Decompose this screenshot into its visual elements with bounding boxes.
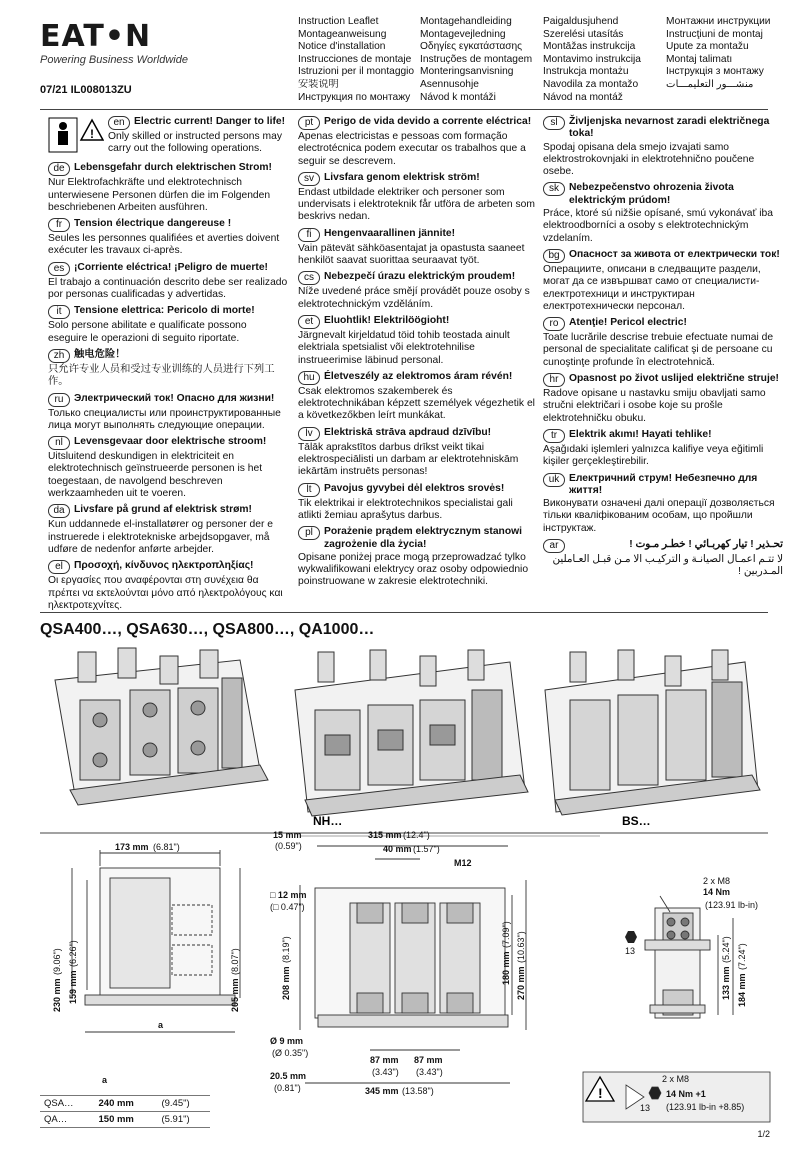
- svg-text:(3.43"): (3.43"): [372, 1067, 399, 1077]
- svg-text:(Ø 0.35"): (Ø 0.35"): [272, 1048, 309, 1058]
- dimension-drawing-qsa: [72, 850, 240, 1032]
- warning-heading: Elektrik akımı! Hayati tehlike!: [569, 428, 712, 440]
- svg-text:(7.24"): (7.24"): [737, 943, 747, 970]
- language-badge: da: [48, 504, 70, 518]
- page-number: 1/2: [757, 1129, 770, 1139]
- dim-m12: M12: [454, 858, 472, 868]
- svg-text:(123.91 lb-in +8.85): (123.91 lb-in +8.85): [666, 1102, 745, 1112]
- language-badge: tr: [543, 429, 565, 443]
- warning-heading: Elektriskā strāva apdraud dzīvību!: [324, 426, 492, 438]
- dim-173: 173 mm: [115, 842, 149, 852]
- title-item: Montavimo instrukcija: [543, 53, 641, 65]
- svg-text:(5.24"): (5.24"): [721, 936, 731, 963]
- bs-m8: 2 x M8: [703, 876, 731, 886]
- language-badge: de: [48, 162, 70, 176]
- warning-text: Kun uddannede el-installatører og personer der e instruerede i elektrotekniske arbejdsopgaver, må udføre de nedenfor anførte arbejder.: [48, 519, 273, 555]
- warning-heading: Livsfara genom elektrisk ström!: [324, 171, 480, 183]
- dimension-table: [40, 1095, 210, 1128]
- svg-text:(6.26"): (6.26"): [68, 940, 78, 967]
- dim-87a: 87 mm: [370, 1055, 399, 1065]
- warning-heading: Eluohtlik! Elektrilöögioht!: [324, 314, 450, 326]
- svg-text:!: !: [598, 1085, 603, 1101]
- title-item: Instrucciones de montaje: [298, 53, 412, 65]
- title-item: منشـــور التعليمـــات: [666, 78, 754, 90]
- warning-heading: 触电危险！: [74, 348, 126, 360]
- dim-159: 159 mm: [68, 970, 78, 1004]
- dim-205: 205 mm: [230, 978, 240, 1012]
- language-badge: zh: [48, 349, 70, 363]
- title-item: Paigaldusjuhend: [543, 16, 619, 27]
- svg-text:(0.59"): (0.59"): [275, 841, 302, 851]
- title-item: Montagehandleiding: [420, 16, 512, 27]
- dim-d9: Ø 9 mm: [270, 1036, 304, 1046]
- warning-heading: Atenţie! Pericol electric!: [569, 317, 687, 329]
- title-item: Upute za montažu: [666, 41, 749, 53]
- dim-315: 315 mm: [368, 830, 402, 840]
- dim-184: 184 mm: [737, 973, 747, 1007]
- language-badge: ru: [48, 393, 70, 407]
- warning-text: El trabajo a continuación descrito debe ser realizado por personas cualificadas y advertidas.: [48, 276, 288, 301]
- svg-text:(123.91 lb-in): (123.91 lb-in): [705, 900, 759, 910]
- title-item: Montagevejledning: [420, 28, 506, 40]
- warning-text: Radove opisane u nastavku smiju obavljati samo stručni električari i osobe koje su prošle elektrotehničku obuku.: [543, 388, 766, 424]
- svg-text:(12.4"): (12.4"): [403, 830, 430, 840]
- warning-heading: Hengenvaarallinen jännite!: [324, 227, 456, 239]
- warning-text: Apenas electricistas e pessoas com formação electrotécnica podem executar os trabalhos que a seguir se descrevem.: [298, 131, 526, 167]
- warning-heading: Levensgevaar door elektrische stroom!: [74, 436, 267, 448]
- dim-40: 40 mm: [383, 844, 412, 854]
- dimension-drawing-nh: [300, 846, 526, 1083]
- svg-text:(8.19"): (8.19"): [281, 936, 291, 963]
- svg-text:(3.43"): (3.43"): [416, 1067, 443, 1077]
- product-illustration-bs: [545, 650, 760, 815]
- dim-230: 230 mm: [52, 978, 62, 1012]
- dim-133: 133 mm: [721, 966, 731, 1000]
- language-badge: hr: [543, 373, 565, 387]
- warning-text: Níže uvedené práce smějí provádět pouze osoby s elektrotechnickým vzděláním.: [298, 286, 530, 310]
- language-badge: lt: [298, 483, 320, 497]
- warning-text: Spodaj opisana dela smejo izvajati samo elektrostrokovnjaki in elektrotehnično poučene osebe.: [543, 141, 755, 178]
- warning-text: Práce, ktoré sú nižšie opísané, smú vykonávať iba elektroodborníci a osoby s elektrotechnickým vzdelaním.: [543, 208, 773, 244]
- language-badge: nl: [48, 436, 70, 450]
- title-item: Instrucţiuni de montaj: [666, 28, 763, 40]
- warning-text: Οι εργασίες που αναφέρονται στη συνέχεια θα πρέπει να εκτελούνται μόνο από ηλεκτρολόγους και ηλεκτροτεχνίτες.: [48, 575, 283, 611]
- title-item: 安装说明: [298, 78, 339, 90]
- warning-text: 只允许专业人员和受过专业训练的人员进行下列工作。: [48, 363, 275, 388]
- svg-text:(7.09"): (7.09"): [501, 921, 511, 948]
- warning-text: Csak elektromos szakemberek és elektrotechnikában képzett személyek végezhetik el a következőkben leírt munkákat.: [298, 385, 535, 422]
- language-badge: pt: [298, 116, 320, 130]
- language-badge: fr: [48, 218, 70, 232]
- dim-20-5: 20.5 mm: [270, 1071, 307, 1081]
- bs-torque: 14 Nm: [703, 887, 731, 897]
- warning-text: Opisane poniżej prace mogą przeprowadzać tylko wykwalifikowani elektrycy oraz osoby odpowiednio poinstruowane w zakresie elektrotechniki.: [298, 551, 529, 588]
- warning-heading: Lebensgefahr durch elektrischen Strom!: [74, 162, 272, 174]
- warning-text: Toate lucrările descrise trebuie efectuate numai de personal de specialitate calificat şi de persoane cu cunoştinţe profunde în electrotehnică.: [543, 332, 774, 368]
- product-illustration-qsa: [55, 648, 268, 805]
- warning-heading: Nebezpečenstvo ohrozenia života elektrickým prúdom!: [569, 182, 734, 206]
- title-item: Οδηγίες εγκατάστασης: [420, 41, 523, 53]
- warning-text: Операциите, описани в следващите раздели, могат да се извършват само от специалисти-електротехници и инструктиран електротехнически персонал.: [543, 263, 761, 312]
- table-key: a: [102, 1075, 108, 1085]
- warning-text: Only skilled or instructed persons may carry out the following operations.: [108, 131, 282, 155]
- warning-heading: تحـذير ! تيار كهربـائي ! خطـر مـوت !: [629, 539, 783, 551]
- title-item: Montageanweisung: [298, 28, 387, 40]
- language-badge: hu: [298, 371, 320, 385]
- dim-345: 345 mm: [365, 1086, 399, 1096]
- language-badge: bg: [543, 249, 565, 263]
- dim-270: 270 mm: [516, 966, 526, 1000]
- language-badge: es: [48, 262, 70, 276]
- svg-text:(8.07"): (8.07"): [230, 948, 240, 975]
- language-badge: et: [298, 315, 320, 329]
- hex-nut-icon: [625, 931, 637, 943]
- language-badge: ro: [543, 317, 565, 331]
- dim-87b: 87 mm: [414, 1055, 443, 1065]
- title-item: Monteringsanvisning: [420, 66, 514, 78]
- dim-a: a: [158, 1020, 164, 1030]
- warning-heading: Електричний струм! Небезпечно для життя!: [569, 472, 758, 496]
- bs-heading: BS…: [622, 814, 651, 828]
- svg-text:(□ 0.47"): (□ 0.47"): [270, 902, 305, 912]
- warning-heading: Tension électrique dangereuse !: [74, 218, 232, 230]
- warning-text: لا تتـم اعمـال الصيانـة و التركيـب الا مـن قبـل العـاملين المـدربين !: [552, 554, 783, 578]
- warning-heading: Porażenie prądem elektrycznym stanowi zagrożenie dla życia!: [324, 526, 523, 550]
- warning-heading: Προσοχή, κίνδυνος ηλεκτροπληξίας!: [74, 560, 254, 572]
- dim-180: 180 mm: [501, 951, 511, 985]
- warning-heading: Tensione elettrica: Pericolo di morte!: [74, 305, 255, 317]
- warning-heading: Életveszély az elektromos áram révén!: [324, 370, 513, 382]
- warning-text: Nur Elektrofachkräfte und elektrotechnisch unterwiesene Personen dürfen die im Folgenden beschriebenen Arbeiten ausführen.: [48, 177, 271, 213]
- warning-heading: Electric current! Danger to life!: [134, 116, 286, 127]
- warning-heading: ¡Corriente eléctrica! ¡Peligro de muerte!: [74, 261, 268, 273]
- language-badge: sk: [543, 182, 565, 196]
- svg-text:!: !: [90, 127, 94, 141]
- language-badge: fi: [298, 228, 320, 242]
- svg-text:(10.63"): (10.63"): [516, 931, 526, 963]
- title-item: Instrukcja montażu: [543, 66, 629, 78]
- title-item: Asennusohje: [420, 78, 479, 90]
- title-item: Instruções de montagem: [420, 53, 533, 65]
- brand-tagline: Powering Business Worldwide: [40, 54, 188, 66]
- warning-text: Tālāk aprakstītos darbus drīkst veikt tikai elektrospeciālisti un darbam ar elektrotehniskām iekārtām instruēts personas!: [298, 441, 519, 478]
- title-item: Notice d'installation: [298, 41, 386, 53]
- warning-text: Виконувати означені далі операції дозволяється тільки кваліфікованим особам, що пройшли інструктаж.: [543, 498, 775, 534]
- warning-heading: Pavojus gyvybei dėl elektros srovės!: [324, 482, 505, 494]
- warning-heading: Življenjska nevarnost zaradi električnega toka!: [569, 116, 770, 140]
- language-badge: uk: [543, 473, 565, 487]
- warning-text: Только специалисты или проинструктированные лица могут выполнять следующие операции.: [48, 407, 281, 431]
- title-item: Szerelési utasítás: [543, 28, 624, 40]
- warning-text: Vain pätevät sähköasentajat ja opastusta saaneet henkilöt saavat suorittaa seuraavat työt.: [298, 242, 525, 267]
- title-item: Монтажни инструкции: [666, 16, 771, 27]
- title-item: Інструкція з монтажу: [666, 66, 764, 78]
- title-item: Istruzioni per il montaggio: [298, 66, 415, 78]
- title-item: Montaj talimatı: [666, 53, 733, 65]
- title-item: Инструкция по монтажу: [298, 91, 411, 103]
- title-item: Návod k montáži: [420, 91, 496, 103]
- warning-text: Endast utbildade elektriker och personer som undervisats i elektroteknik får utföra de arbeten som beskrivs nedan.: [298, 186, 535, 223]
- title-item: Navodila za montažo: [543, 78, 639, 90]
- warning-heading: Nebezpečí úrazu elektrickým proudem!: [324, 271, 516, 283]
- title-item: Návod na montáž: [543, 91, 623, 103]
- product-illustration-nh: [295, 650, 528, 816]
- warning-text: Uitsluitend deskundigen in elektriciteit en elektrotechnisch geïnstrueerde personen is het toegestaan, de navolgend beschreven werkzaamheden uit te voeren.: [48, 451, 263, 500]
- warning-heading: Opasnost po život uslijed električne struje!: [569, 373, 779, 385]
- dim-12: □ 12 mm: [270, 890, 307, 900]
- warning-text: Järgnevalt kirjeldatud töid tohib teostada ainult elektriala spetsialist või elektrotehnilise instrueerimise läbinud personal.: [298, 329, 510, 366]
- language-badge: sl: [543, 116, 565, 130]
- language-badge: sv: [298, 172, 320, 186]
- warning-text: Tik elektrikai ir elektrotechnikos specialistai gali atlikti žemiau aprašytus darbus.: [298, 497, 513, 521]
- svg-text:(6.81"): (6.81"): [153, 842, 180, 852]
- bs-size-13: 13: [625, 946, 636, 956]
- language-badge: el: [48, 560, 70, 574]
- language-badge: en: [108, 116, 130, 130]
- language-badge: pl: [298, 526, 320, 540]
- doc-number: 07/21 IL008013ZU: [40, 84, 132, 96]
- svg-text:(1.57"): (1.57"): [413, 844, 440, 854]
- nh-heading: NH…: [313, 814, 343, 828]
- warning-heading: Perigo de vida devido a corrente eléctrica!: [324, 116, 532, 127]
- warning-text: Seules les personnes qualifiées et averties doivent exécuter les travaux ci-après.: [48, 233, 280, 257]
- dim-208: 208 mm: [281, 966, 291, 1000]
- warning-heading: Электрический ток! Опасно для жизни!: [74, 392, 275, 404]
- warning-heading: Livsfare på grund af elektrisk strøm!: [74, 504, 252, 516]
- language-badge: cs: [298, 271, 320, 285]
- title-item: Instruction Leaflet: [298, 16, 379, 27]
- dimension-drawing-bs: [645, 896, 733, 1018]
- svg-text:(13.58"): (13.58"): [402, 1086, 434, 1096]
- table-row: QSA… 240 mm (9.45"): [40, 1096, 210, 1112]
- dim-15: 15 mm: [273, 830, 302, 840]
- warning-text: Solo persone abilitate e qualificate possono eseguire le operazioni di seguito riportate.: [48, 320, 247, 344]
- svg-text:(0.81"): (0.81"): [274, 1083, 301, 1093]
- torque-value: 14 Nm +1: [666, 1089, 706, 1099]
- title-item: Montāžas instrukcija: [543, 41, 636, 53]
- table-row: QA… 150 mm (5.91"): [40, 1112, 210, 1128]
- language-badge: ar: [543, 539, 565, 553]
- language-badge: lv: [298, 427, 320, 441]
- language-badge: it: [48, 305, 70, 319]
- svg-text:(9.06"): (9.06"): [52, 948, 62, 975]
- torque-screw: 2 x M8: [662, 1074, 690, 1084]
- brand-name: EAT•N: [40, 19, 152, 54]
- product-series-title: QSA400…, QSA630…, QSA800…, QA1000…: [40, 621, 375, 638]
- warning-heading: Опасност за живота от електрически ток!: [569, 248, 780, 260]
- torque-size: 13: [640, 1103, 651, 1113]
- warning-text: Aşağıdaki işlemleri yalnızca kalifiye veya eğitimli kişiler gerçekleştirebilir.: [543, 443, 764, 468]
